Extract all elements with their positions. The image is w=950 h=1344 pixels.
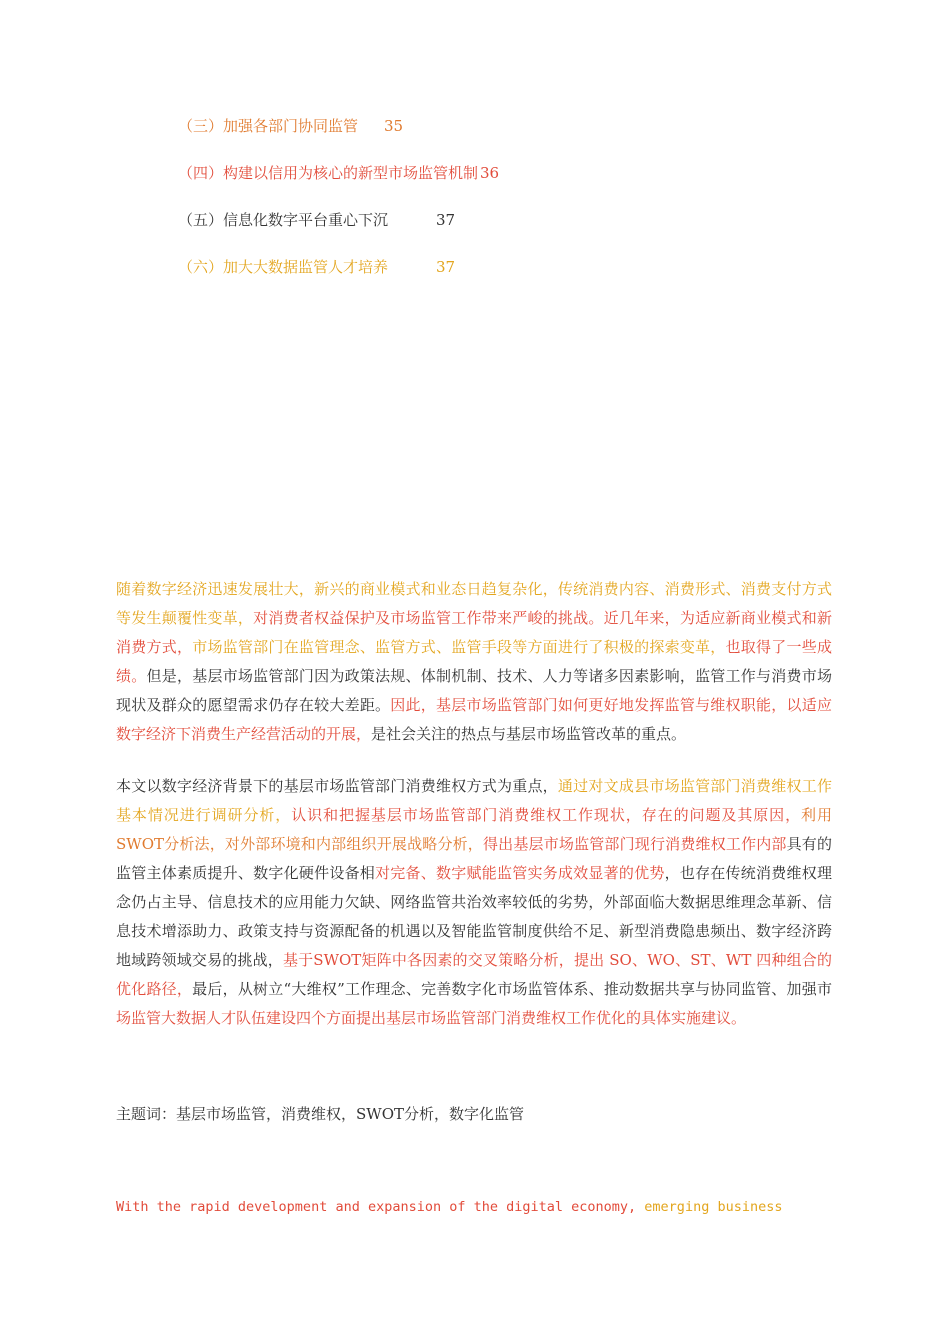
toc-entry-title: （四）构建以信用为核心的新型市场监管机制	[178, 164, 479, 182]
text-segment: 也取得了一些成绩。	[116, 638, 832, 685]
toc-entry-page: 36	[480, 164, 500, 182]
text-segment: 是社会关注的热点与基层市场监管改革的重点。	[371, 725, 687, 743]
toc-entry-page: 37	[436, 258, 456, 276]
text-segment: 最后，从树立“大维权”工作理念、完善数字化市场监管体系、推动数据共享与协同监管、加强市	[192, 980, 832, 998]
english-abstract	[116, 1194, 832, 1220]
text-segment: 利用SWOT分析法，对外部环境和内部组织开展战略分析，	[116, 806, 832, 853]
text-segment: 得出基层市场监管部门现行消费维权工作内部	[482, 835, 787, 853]
text-segment: 市场监管部门在监管理念、监管方式、监管手段等方面进行了积极的探索变革，	[192, 638, 726, 656]
text-segment: 基于SWOT矩阵中各因素的交叉策略分析，提出 SO、WO、ST、WT 四种组合的优化路径，	[116, 951, 832, 998]
toc-entry[interactable]	[178, 207, 778, 254]
text-segment: 场监管大数据人才队伍建设四个方面提出基层市场监管部门消费维权工作优化的具体实施建议。	[116, 1009, 747, 1027]
table-of-contents	[178, 113, 778, 301]
toc-entry[interactable]	[178, 254, 778, 301]
keywords-line: 主题词：基层市场监管，消费维权，SWOT分析，数字化监管	[116, 1105, 524, 1123]
text-segment: 但是，基层市场监管部门因为政策法规、体制机制、技术、人力等诸多因素影响，监管工作与消费市场现状及群众的愿望需求仍存在较大差距。	[116, 667, 832, 714]
text-segment: With the rapid development and expansion of the digital economy,	[116, 1199, 637, 1215]
toc-entry-title: （六）加大大数据监管人才培养	[178, 258, 389, 276]
text-segment: 具有的监管主体素质提升、数字化硬件设备相	[116, 835, 832, 882]
text-segment: emerging business	[636, 1199, 783, 1215]
toc-entry[interactable]	[178, 160, 778, 207]
text-segment: 本文以数字经济背景下的基层市场监管部门消费维权方式为重点，	[116, 777, 558, 795]
toc-entry-page: 37	[436, 211, 456, 229]
text-segment: 通过对文成县市场监管部门消费维权工作基本情况进行调研分析，	[116, 777, 832, 824]
toc-entry[interactable]	[178, 113, 778, 160]
abstract-paragraph-2	[116, 772, 832, 1033]
abstract-body	[116, 575, 832, 1033]
text-segment: 认识和把握基层市场监管部门消费维权工作现状，存在的问题及其原因，	[291, 806, 802, 824]
abstract-paragraph-1	[116, 575, 832, 749]
text-segment: 随着数字经济迅速发展壮大，新兴的商业模式和业态日趋复杂化，传统消费内容、消费形式、消费支付方式等发生颠覆性变革，	[116, 580, 832, 627]
text-segment: 对消费者权益保护及市场监管工作带来严峻的挑战。近几年来，为适应新商业模式和新消费方式，	[116, 609, 832, 656]
toc-entry-title: （三）加强各部门协同监管	[178, 117, 359, 135]
text-segment: 对完备、数字赋能监管实务成效显著的优势	[375, 864, 665, 882]
text-segment: ，也存在传统消费维权理念仍占主导、信息技术的应用能力欠缺、网络监管共治效率较低的劣势，外部面临大数据思维理念革新、信息技术增添助力、政策支持与资源配备的机遇以及智能监管制度供给不足、新型消费隐患频出、数字经济跨地域跨领域交易的挑战，	[116, 864, 832, 969]
text-segment: 因此，基层市场监管部门如何更好地发挥监管与维权职能，以适应数字经济下消费生产经营活动的开展，	[116, 696, 832, 743]
toc-entry-page: 35	[384, 117, 404, 135]
toc-entry-title: （五）信息化数字平台重心下沉	[178, 211, 389, 229]
